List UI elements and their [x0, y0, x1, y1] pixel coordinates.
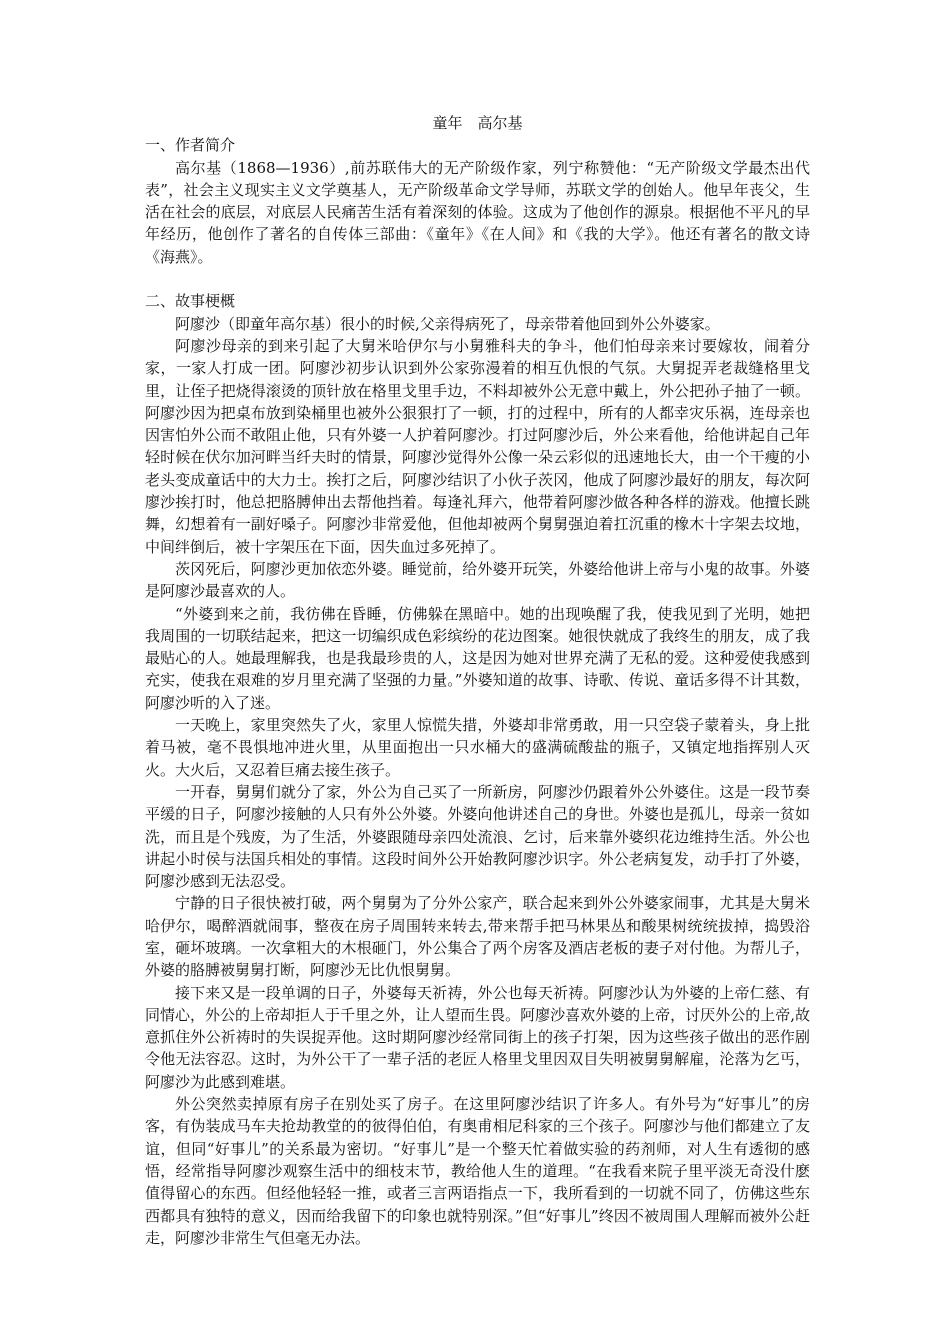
- paragraph: 阿廖沙（即童年高尔基）很小的时候,父亲得病死了，母亲带着他回到外公外婆家。: [175, 314, 720, 333]
- paragraph: 一开春，舅舅们就分了家，外公为自己买了一所新房，阿廖沙仍跟着外公外婆住。这是一段节奏平缓的日子，阿廖沙接触的人只有外公外婆。外婆向他讲述自己的身世。外婆也是孤儿，母亲一贫如洗，而且是个残废，为了生活，外婆跟随母亲四处流浪、乞讨，后来靠外婆织花边维持生活。外公也讲起小时侯与法国兵相处的事情。这段时间外公开始教阿廖沙识字。外公老病复发，动手打了外婆，阿廖沙感到无法忍受。: [145, 782, 810, 891]
- paragraph: “外婆到来之前，我彷佛在昏睡，仿佛躲在黑暗中。她的出现唤醒了我，使我见到了光明，她把我周围的一切联结起来，把这一切编织成色彩缤纷的花边图案。她很快就成了我终生的朋友，成了我最贴心的人。她最理解我，也是我最珍贵的人，这是因为她对世界充满了无私的爱。这种爱使我感到充实，使我在艰难的岁月里充满了坚强的力量。”外婆知道的故事、诗歌、传说、童话多得不计其数，阿廖沙听的入了迷。: [145, 604, 810, 712]
- blank-line: [145, 268, 810, 290]
- paragraph: 茨冈死后，阿廖沙更加依恋外婆。睡觉前，给外婆开玩笑，外婆给他讲上帝与小鬼的故事。外婆是阿廖沙最喜欢的人。: [145, 559, 810, 601]
- document-title: 童年 高尔基: [432, 114, 523, 132]
- paragraph: 一天晚上，家里突然失了火，家里人惊慌失措，外婆却非常勇敢，用一只空袋子蒙着头，身上批着马被，毫不畏惧地冲进火里，从里面抱出一只水桶大的盛满硫酸盐的瓶子，又镇定地指挥别人灭火。大火后，又忍着巨痛去接生孩子。: [145, 716, 810, 779]
- paragraph: 接下来又是一段单调的日子，外婆每天祈祷，外公也每天祈祷。阿廖沙认为外婆的上帝仁慈、有同情心，外公的上帝却拒人于千里之外，让人望而生畏。阿廖沙喜欢外婆的上帝，讨厌外公的上帝,故意抓住外公祈祷时的失误捉弄他。这时期阿廖沙经常同街上的孩子打架，因为这些孩子做出的恶作剧令他无法容忍。这时，为外公干了一辈子活的老匠人格里戈里因双目失明被舅舅解雇，沦落为乞丐，阿廖沙为此感到难堪。: [145, 983, 810, 1091]
- document-page: [145, 112, 810, 1249]
- section-heading-author-intro: 一、作者简介: [145, 136, 236, 155]
- paragraph: 宁静的日子很快被打破，两个舅舅为了分外公家产，联合起来到外公外婆家闹事，尤其是大舅米哈伊尔，喝醉酒就闹事，整夜在房子周围转来转去,带来帮手把马林果丛和酸果树统统拔掉，捣毁浴室，砸坏玻璃。一次拿粗大的木根砸门，外公集合了两个房客及酒店老板的妻子对付他。为帮儿子，外婆的胳膊被舅舅打断，阿廖沙无比仇恨舅舅。: [145, 894, 810, 980]
- paragraph: 外公突然卖掉原有房子在别处买了房子。在这里阿廖沙结识了许多人。有外号为“好事儿”的房客，有伪装成马车夫抢劫教堂的的彼得伯伯，有奥甫相尼科家的三个孩子。阿廖沙与他们都建立了友谊，但同“好事儿”的关系最为密切。“好事儿”是一个整天忙着做实验的药剂师，对人生有透彻的感悟，经常指导阿廖沙观察生活中的细枝末节，教给他人生的道理。“在我看来院子里平淡无奇没什麽值得留心的东西。但经他轻轻一推，或者三言两语指点一下，我所看到的一切就不同了，仿佛这些东西都具有独特的意义，因而给我留下的印象也就特别深。”但“好事儿”终因不被周围人理解而被外公赶走，阿廖沙非常生气但毫无办法。: [145, 1095, 810, 1247]
- paragraph-author-intro: 高尔基（1868—1936）,前苏联伟大的无产阶级作家，列宁称赞他：“无产阶级文学最杰出代表”，社会主义现实主义文学奠基人，无产阶级革命文学导师，苏联文学的创始人。他早年丧父，生活在社会的底层，对底层人民痛苦生活有着深刻的体验。这成为了他创作的源泉。根据他不平凡的早年经历，他创作了著名的自传体三部曲：《童年》《在人间》和《我的大学》。他还有著名的散文诗《海燕》。: [145, 158, 810, 266]
- section-heading-story-summary: 二、故事梗概: [145, 292, 236, 311]
- paragraph: 阿廖沙母亲的到来引起了大舅米哈伊尔与小舅雅科夫的争斗，他们怕母亲来讨要嫁妆，闹着分家，一家人打成一团。阿廖沙初步认识到外公家弥漫着的相互仇恨的气氛。大舅捉弄老裁缝格里戈里，让侄子把烧得滚烫的顶针放在格里戈里手边，不料却被外公无意中戴上，外公把孙子抽了一顿。阿廖沙因为把桌布放到染桶里也被外公狠狠打了一顿，打的过程中，所有的人都幸灾乐祸，连母亲也因害怕外公而不敢阻止他，只有外婆一人护着阿廖沙。打过阿廖沙后，外公来看他，给他讲起自己年轻时候在伏尔加河畔当纤夫时的情景，阿廖沙觉得外公像一朵云彩似的迅速地长大，由一个干瘦的小老头变成童话中的大力士。挨打之后，阿廖沙结识了小伙子茨冈，他成了阿廖沙最好的朋友，每次阿廖沙挨打时，他总把胳膊伸出去帮他挡着。每逢礼拜六，他带着阿廖沙做各种各样的游戏。他擅长跳舞，幻想着有一副好嗓子。阿廖沙非常爱他，但他却被两个舅舅强迫着扛沉重的橡木十字架去坟地，中间绊倒后，被十字架压在下面，因失血过多死掉了。: [145, 336, 810, 556]
